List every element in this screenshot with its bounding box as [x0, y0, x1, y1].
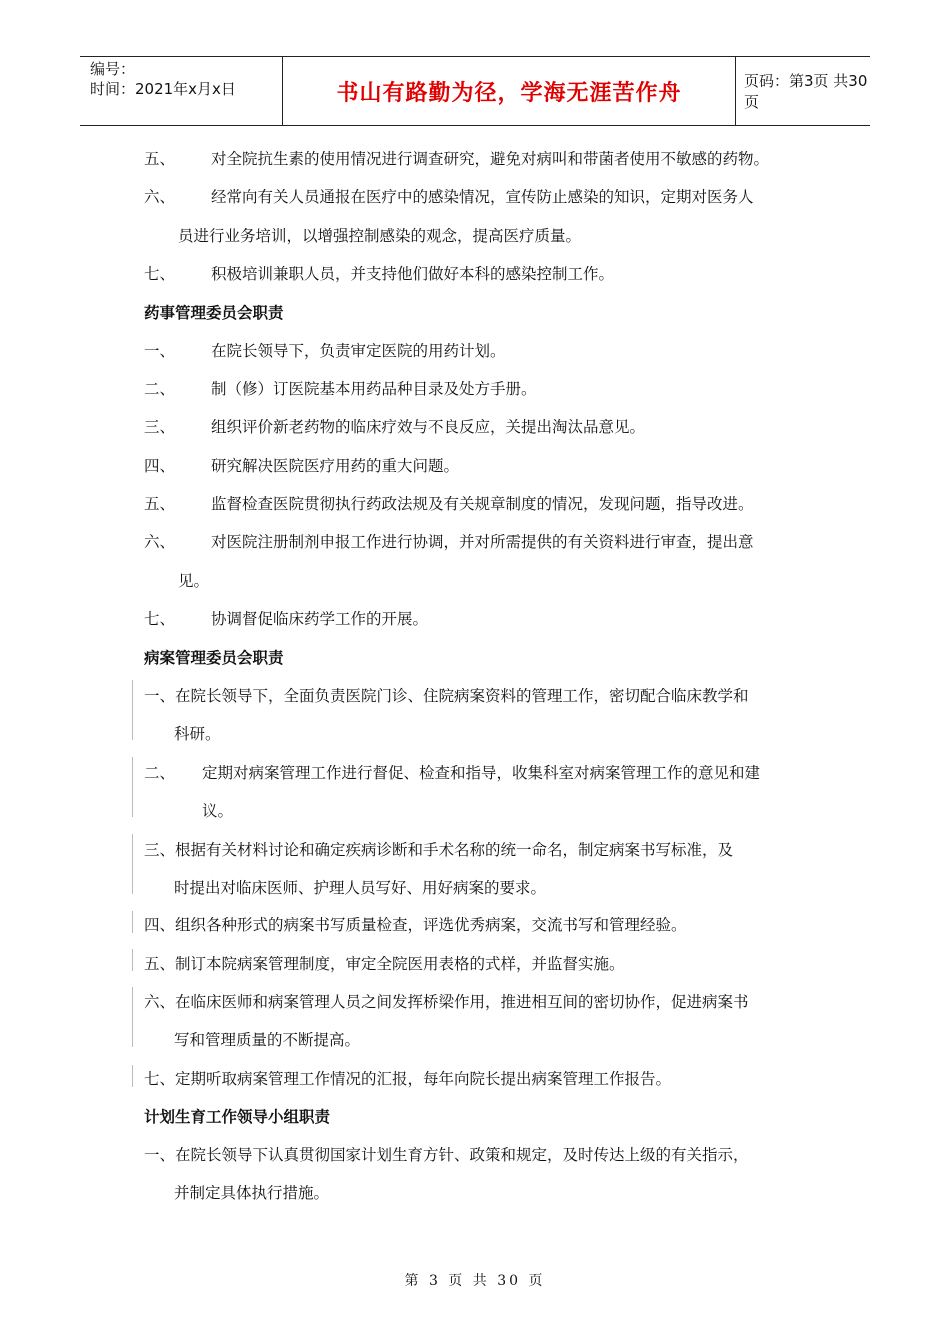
item-number: 六、 [144, 533, 176, 551]
margin-bar [132, 949, 133, 971]
item-number: 五、 [144, 495, 176, 513]
item-text: 七、定期听取病案管理工作情况的汇报，每年向院长提出病案管理工作报告。 [144, 1070, 672, 1088]
item-text: 监督检查医院贯彻执行药政法规及有关规章制度的情况，发现问题，指导改进。 [211, 495, 754, 513]
item-text-continued: 时提出对临床医师、护理人员写好、用好病案的要求。 [174, 879, 547, 897]
margin-bar [132, 680, 133, 740]
item-number: 一、 [144, 342, 176, 360]
margin-bar [132, 911, 133, 933]
margin-bar [132, 834, 133, 894]
item-text-continued: 见。 [178, 572, 210, 590]
item-text: 制（修）订医院基本用药品种目录及处方手册。 [211, 380, 537, 398]
item-text-continued: 员进行业务培训，以增强控制感染的观念，提高医疗质量。 [178, 227, 582, 245]
item-text-continued: 并制定具体执行措施。 [174, 1184, 330, 1202]
item-text: 研究解决医院医疗用药的重大问题。 [211, 457, 460, 475]
page-info: 页码：第3页 共30页 [744, 72, 868, 111]
item-text: 经常向有关人员通报在医疗中的感染情况，宣传防止感染的知识，定期对医务人 [211, 188, 754, 206]
item-number: 二、 [144, 380, 176, 398]
item-text-continued: 科研。 [174, 725, 221, 743]
item-text: 一、在院长领导下认真贯彻国家计划生育方针、政策和规定，及时传达上级的有关指示， [144, 1146, 749, 1164]
margin-bar [132, 1065, 133, 1087]
item-text: 对医院注册制剂申报工作进行协调，并对所需提供的有关资料进行审查，提出意 [211, 533, 754, 551]
item-text: 一、在院长领导下，全面负责医院门诊、住院病案资料的管理工作，密切配合临床教学和 [144, 687, 749, 705]
header-meta [90, 59, 280, 99]
margin-bar [132, 987, 133, 1047]
item-number: 六、 [144, 188, 176, 206]
item-text: 对全院抗生素的使用情况进行调查研究，避免对病叫和带菌者使用不敏感的药物。 [211, 150, 770, 168]
item-text: 六、在临床医师和病案管理人员之间发挥桥梁作用，推进相互间的密切协作，促进病案书 [144, 993, 749, 1011]
item-text-continued: 议。 [202, 802, 234, 820]
item-text: 组织评价新老药物的临床疗效与不良反应，关提出淘汰品意见。 [211, 418, 646, 436]
item-text: 协调督促临床药学工作的开展。 [211, 610, 429, 628]
number-label: 编号： [90, 60, 136, 78]
page-footer: 第 3 页 共 30 页 [404, 1273, 546, 1289]
page-header [80, 56, 870, 126]
item-text: 在院长领导下，负责审定医院的用药计划。 [211, 342, 506, 360]
item-text: 三、根据有关材料讨论和确定疾病诊断和手术名称的统一命名，制定病案书写标准，及 [144, 841, 734, 859]
item-text: 五、制订本院病案管理制度，审定全院医用表格的式样，并监督实施。 [144, 955, 625, 973]
item-number: 七、 [144, 265, 176, 283]
item-number: 五、 [144, 150, 176, 168]
item-number: 三、 [144, 418, 176, 436]
section-title-records: 病案管理委员会职责 [144, 649, 284, 667]
item-number: 四、 [144, 457, 176, 475]
motto: 书山有路勤为径，学海无涯苦作舟 [282, 57, 736, 125]
section-title-family-planning: 计划生育工作领导小组职责 [144, 1108, 331, 1126]
section-title-pharmacy: 药事管理委员会职责 [144, 304, 284, 322]
time-label: 时间：2021年x月x日 [90, 80, 236, 98]
margin-bar [132, 757, 133, 817]
item-text: 定期对病案管理工作进行督促、检查和指导，收集科室对病案管理工作的意见和建 [202, 764, 761, 782]
item-text-continued: 写和管理质量的不断提高。 [174, 1031, 361, 1049]
item-text: 积极培训兼职人员，并支持他们做好本科的感染控制工作。 [211, 265, 615, 283]
item-number: 二、 [144, 764, 176, 782]
item-number: 七、 [144, 610, 176, 628]
item-text: 四、组织各种形式的病案书写质量检查，评选优秀病案，交流书写和管理经验。 [144, 916, 687, 934]
